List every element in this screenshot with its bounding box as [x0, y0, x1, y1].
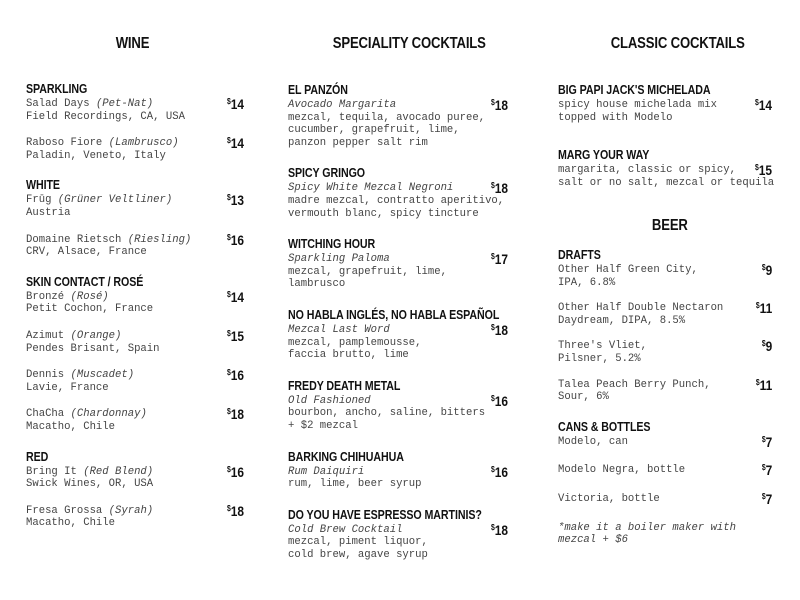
item-description: Three's Vliet, — [558, 340, 648, 353]
item-description: rum, lime, beer syrup — [288, 478, 422, 491]
item-first-line — [26, 231, 244, 248]
item-description: Pilsner, 5.2% — [558, 352, 641, 365]
item-description: vermouth blanc, spicy tincture — [288, 207, 479, 220]
item-price — [227, 503, 244, 518]
currency-symbol: $ — [761, 263, 766, 272]
currency-symbol: $ — [226, 232, 231, 242]
item-description: panzon pepper salt rim — [288, 136, 428, 149]
menu-section — [288, 448, 508, 491]
menu-section — [26, 176, 244, 258]
price-value: 15 — [230, 327, 244, 344]
price-value: 16 — [230, 367, 244, 384]
item-price — [227, 135, 244, 150]
price-value: 9 — [765, 338, 772, 355]
currency-symbol: $ — [490, 464, 495, 474]
currency-symbol: $ — [761, 463, 766, 473]
currency-symbol: $ — [754, 163, 759, 173]
menu-item — [558, 433, 772, 450]
section-heading: WITCHING HOUR — [288, 236, 376, 252]
item-description: spicy house michelada mix — [558, 99, 717, 111]
currency-symbol: $ — [226, 464, 231, 474]
item-description: mezcal, piment liquor, — [288, 536, 428, 549]
item-style: (Lambrusco) — [108, 137, 179, 150]
item-price — [227, 289, 244, 304]
menu-section — [558, 246, 772, 404]
item-name: Bronzé — [26, 290, 65, 303]
price-value: 11 — [759, 376, 772, 393]
item-description: Modelo, can — [558, 435, 628, 448]
currency-symbol: $ — [490, 522, 495, 532]
section-heading: DO YOU HAVE ESPRESSO MARTINIS? — [288, 506, 482, 522]
item-style: Rum Daiquiri — [288, 465, 365, 478]
item-description: Macatho, Chile — [26, 420, 116, 433]
item-price — [491, 251, 508, 266]
currency-symbol: $ — [490, 98, 495, 107]
item-name: Bring It — [26, 465, 77, 478]
item-price — [755, 97, 772, 112]
menu-item — [26, 194, 244, 219]
item-description: bourbon, ancho, saline, bitters — [288, 407, 486, 420]
item-first-line — [288, 463, 508, 480]
menu-item — [26, 327, 244, 355]
price-value: 18 — [230, 406, 244, 423]
item-price — [756, 377, 772, 392]
menu-item — [26, 463, 244, 491]
item-description: mezcal, grapefruit, lime, — [288, 265, 447, 278]
price-value: 9 — [765, 262, 772, 278]
menu-item — [558, 162, 775, 189]
item-style: Old Fashioned — [288, 394, 371, 407]
wine-column — [26, 80, 244, 544]
menu-section — [26, 80, 244, 162]
item-price — [227, 464, 244, 479]
footnote: mezcal + $6 — [558, 534, 628, 547]
item-first-line — [288, 521, 508, 538]
item-description: Other Half Green City, — [558, 264, 698, 276]
item-first-line — [26, 98, 244, 111]
menu-section — [288, 235, 508, 291]
currency-symbol: $ — [755, 377, 760, 387]
currency-symbol: $ — [761, 491, 766, 501]
menu-section — [558, 146, 775, 189]
item-price — [227, 192, 244, 207]
menu-section — [558, 81, 772, 124]
price-value: 14 — [758, 97, 772, 113]
item-description: mezcal, tequila, avocado puree, — [288, 111, 486, 124]
section-heading: SPARKLING — [26, 81, 88, 96]
price-value: 18 — [230, 502, 244, 519]
speciality-cocktails-column — [288, 81, 508, 576]
item-description: Macatho, Chile — [26, 517, 116, 530]
item-name: Fresa Grossa — [26, 504, 103, 517]
item-first-line — [26, 327, 244, 344]
currency-symbol: $ — [226, 503, 231, 513]
item-price — [491, 393, 508, 408]
price-value: 14 — [230, 288, 244, 305]
item-price — [227, 406, 244, 421]
currency-symbol: $ — [226, 368, 231, 378]
beer-column — [558, 246, 772, 547]
menu-section — [558, 418, 772, 547]
section-heading: SKIN CONTACT / ROSÉ — [26, 273, 144, 289]
currency-symbol: $ — [226, 193, 231, 203]
item-price — [755, 162, 772, 177]
menu-item — [558, 464, 772, 477]
menu-section — [26, 448, 244, 530]
item-description: lambrusco — [288, 278, 346, 291]
menu-item — [558, 490, 772, 507]
price-value: 13 — [230, 192, 244, 209]
footnote: *make it a boiler maker with — [558, 521, 737, 534]
price-value: 16 — [494, 463, 508, 480]
item-style: Cold Brew Cocktail — [288, 523, 403, 536]
item-description: topped with Modelo — [558, 111, 673, 124]
menu-section — [288, 377, 508, 433]
price-value: 14 — [230, 96, 244, 112]
item-description: Victoria, bottle — [558, 492, 660, 505]
item-price — [227, 328, 244, 343]
section-heading: BIG PAPI JACK'S MICHELADA — [558, 82, 711, 97]
item-description: Pendes Brisant, Spain — [26, 342, 160, 355]
item-description: Modelo Negra, bottle — [558, 464, 686, 477]
item-first-line — [26, 288, 244, 305]
price-value: 16 — [494, 392, 508, 409]
item-first-line — [288, 253, 508, 266]
section-heading: RED — [26, 448, 49, 464]
item-description: faccia brutto, lime — [288, 349, 409, 362]
item-style: (Grüner Veltliner) — [57, 194, 173, 207]
item-price — [756, 300, 772, 315]
item-description: Field Recordings, CA, USA — [26, 110, 185, 123]
item-price — [762, 338, 772, 353]
item-name: Azimut — [26, 329, 65, 342]
item-price — [762, 434, 772, 449]
menu-item — [288, 182, 508, 220]
menu-section — [26, 273, 244, 434]
item-first-line — [26, 463, 244, 480]
section-heading: FREDY DEATH METAL — [288, 377, 401, 393]
menu-item — [26, 137, 244, 162]
currency-symbol: $ — [490, 181, 495, 191]
item-name: ChaCha — [26, 408, 65, 421]
item-price — [491, 522, 508, 537]
menu-item — [26, 502, 244, 530]
section-heading: WHITE — [26, 177, 60, 193]
item-description: + $2 mezcal — [288, 419, 358, 432]
currency-symbol: $ — [226, 328, 231, 338]
menu-item — [558, 302, 772, 327]
currency-symbol: $ — [226, 97, 231, 106]
menu-item — [288, 392, 508, 433]
speciality-cocktails-title: SPECIALITY COCKTAILS — [332, 35, 486, 52]
price-value: 11 — [759, 300, 772, 317]
item-first-line — [288, 182, 508, 195]
price-value: 16 — [230, 231, 244, 248]
item-style: (Red Blend) — [83, 465, 154, 478]
item-style: (Rosé) — [70, 290, 109, 303]
menu-item — [288, 521, 508, 562]
menu-item — [26, 369, 244, 394]
menu-item — [26, 288, 244, 316]
currency-symbol: $ — [490, 393, 495, 403]
menu-item — [288, 99, 508, 149]
section-heading: NO HABLA INGLÉS, NO HABLA ESPAÑOL — [288, 306, 500, 322]
classic-cocktails-column — [558, 81, 775, 211]
item-price — [227, 232, 244, 247]
item-first-line — [288, 99, 508, 112]
item-style: (Riesling) — [127, 233, 192, 246]
item-description: Talea Peach Berry Punch, — [558, 378, 711, 391]
currency-symbol: $ — [226, 407, 231, 417]
item-price — [491, 322, 508, 337]
menu-item — [26, 231, 244, 259]
item-name: Raboso Fiore — [26, 137, 103, 150]
item-price — [762, 491, 772, 506]
price-value: 18 — [494, 180, 508, 197]
item-name: Frūg — [26, 194, 52, 207]
item-first-line — [26, 502, 244, 519]
item-description: cold brew, agave syrup — [288, 548, 428, 561]
price-value: 18 — [494, 97, 508, 113]
menu-item — [558, 264, 772, 289]
item-style: (Muscadet) — [70, 369, 135, 382]
section-heading: EL PANZÓN — [288, 82, 348, 97]
section-heading: CANS & BOTTLES — [558, 418, 651, 434]
item-style: Spicy White Mezcal Negroni — [288, 182, 454, 195]
item-description: IPA, 6.8% — [558, 276, 616, 289]
item-price — [762, 462, 772, 477]
item-name: Domaine Rietsch — [26, 233, 122, 246]
menu-section — [288, 306, 508, 362]
item-price — [491, 180, 508, 195]
item-style: (Syrah) — [108, 504, 154, 517]
item-first-line — [26, 137, 244, 150]
price-value: 7 — [765, 433, 772, 450]
price-value: 17 — [494, 251, 508, 268]
section-heading: DRAFTS — [558, 247, 601, 262]
item-style: Avocado Margarita — [288, 99, 397, 111]
item-name: Dennis — [26, 369, 65, 382]
item-price — [491, 464, 508, 479]
currency-symbol: $ — [755, 301, 760, 311]
item-description: Other Half Double Nectaron — [558, 302, 724, 315]
price-value: 18 — [494, 321, 508, 338]
menu-section — [288, 81, 508, 149]
item-first-line — [26, 408, 244, 421]
item-description: Paladin, Veneto, Italy — [26, 149, 166, 162]
item-description: Austria — [26, 206, 71, 219]
menu-item — [558, 340, 772, 365]
currency-symbol: $ — [761, 339, 766, 349]
item-price — [762, 262, 772, 277]
item-style: (Pet-Nat) — [95, 98, 154, 110]
price-value: 14 — [230, 135, 244, 152]
item-style: (Chardonnay) — [70, 408, 147, 421]
menu-section — [288, 506, 508, 562]
price-value: 15 — [758, 162, 772, 179]
item-description: CRV, Alsace, France — [26, 246, 147, 259]
menu-section — [288, 164, 508, 220]
item-style: (Orange) — [70, 329, 122, 342]
menu-item — [288, 463, 508, 491]
item-price — [491, 97, 508, 112]
item-price — [227, 367, 244, 382]
menu-item — [26, 98, 244, 123]
item-style: Sparkling Paloma — [288, 253, 390, 266]
price-value: 7 — [765, 490, 772, 507]
wine-title: WINE — [115, 35, 150, 52]
menu-item — [558, 99, 772, 124]
item-description: Petit Cochon, France — [26, 303, 154, 316]
menu-item — [288, 253, 508, 291]
price-value: 16 — [230, 463, 244, 480]
section-heading: SPICY GRINGO — [288, 165, 366, 181]
item-first-line — [26, 369, 244, 382]
item-first-line — [288, 321, 508, 338]
item-price — [227, 96, 244, 111]
item-description: salt or no salt, mezcal or tequila — [558, 176, 775, 189]
item-description: madre mezcal, contratto aperitivo, — [288, 194, 505, 207]
currency-symbol: $ — [754, 98, 759, 107]
menu-item — [26, 408, 244, 433]
item-first-line — [288, 392, 508, 409]
item-description: Daydream, DIPA, 8.5% — [558, 314, 686, 327]
currency-symbol: $ — [490, 252, 495, 262]
item-description: Sour, 6% — [558, 391, 609, 404]
item-first-line — [26, 194, 244, 207]
item-name: Salad Days — [26, 98, 90, 110]
item-description: margarita, classic or spicy, — [558, 164, 737, 177]
item-description: Lavie, France — [26, 381, 109, 394]
currency-symbol: $ — [490, 322, 495, 332]
item-description: Swick Wines, OR, USA — [26, 478, 154, 491]
menu-item — [288, 321, 508, 362]
section-heading: BARKING CHIHUAHUA — [288, 448, 404, 464]
menu-item — [558, 376, 772, 404]
item-description: mezcal, pamplemousse, — [288, 336, 422, 349]
section-heading: MARG YOUR WAY — [558, 147, 650, 163]
item-description: cucumber, grapefruit, lime, — [288, 124, 460, 137]
currency-symbol: $ — [761, 434, 766, 444]
currency-symbol: $ — [226, 289, 231, 299]
item-style: Mezcal Last Word — [288, 323, 390, 336]
price-value: 18 — [494, 521, 508, 538]
beer-title: BEER — [651, 217, 688, 234]
currency-symbol: $ — [226, 136, 231, 146]
classic-cocktails-title: CLASSIC COCKTAILS — [610, 35, 745, 52]
price-value: 7 — [765, 462, 772, 479]
